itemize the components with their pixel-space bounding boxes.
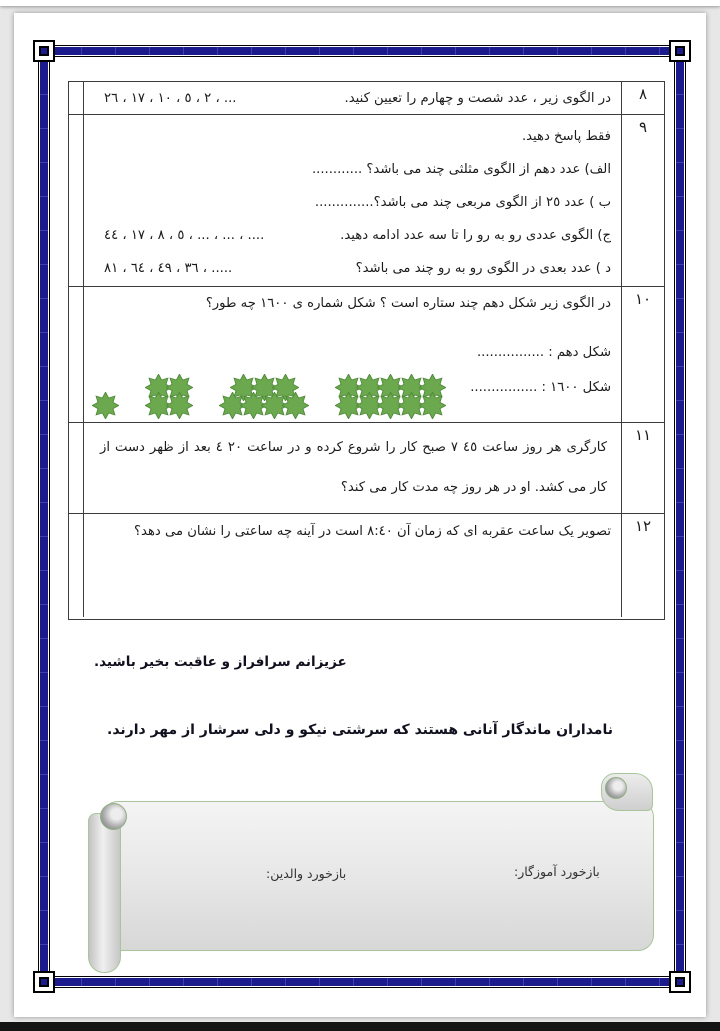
border-corner-knot [669, 40, 691, 62]
table-row-question-12 [69, 514, 664, 617]
part-d-sequence: ٣٦ ، ٤٩ ، ٦٤ ، ٨١ ، ..... [104, 261, 233, 276]
question-8-content [84, 82, 621, 114]
answer-line-shape-10: شکل دهم : ................ [476, 345, 611, 360]
question-8-number: ٨ [621, 82, 664, 114]
question-8-text: در الگوی زیر ، عدد شصت و چهارم را تعیین کنید. [344, 90, 611, 106]
star-icon [166, 392, 193, 419]
document-page [14, 13, 706, 1017]
teacher-feedback-label: بازخورد آموزگار: [514, 864, 600, 879]
scroll-right-curl-icon [605, 777, 627, 799]
previous-page-edge [0, 0, 720, 6]
quote-message: نامداران ماندگار آنانی هستند که سرشتی نیکو و دلی سرشار از مهر دارند. [107, 722, 613, 738]
answer-line-shape-1600: شکل ١٦٠٠ : ................ [470, 380, 611, 395]
star-figure [219, 374, 309, 419]
scroll-left-roll [88, 813, 121, 973]
part-c-sequence: ٥ ، ٨ ، ١٧ ، ٤٤ ، ... ، ... ، .... [104, 228, 265, 243]
table-row-question-8 [69, 82, 664, 115]
table-row-question-10 [69, 287, 664, 423]
question-10-number: ١٠ [621, 287, 664, 422]
border-corner-knot [33, 971, 55, 993]
star-icon [419, 392, 446, 419]
parents-feedback-label: بازخورد والدین: [266, 866, 347, 881]
part-c-text: ج) الگوی عددی رو به رو را تا سه عدد ادامه دهید. [340, 228, 611, 243]
star-figure [145, 374, 193, 419]
question-12-text: تصویر یک ساعت عقربه ای که زمان آن ٨:٤٠ است در آینه چه ساعتی را نشان می دهد؟ [134, 524, 611, 539]
question-11-text: کارگری هر روز ساعت ٤٥ ٧ صبح کار را شروع کرده و در ساعت ٢٠ ٤ بعد از ظهر دست از کار می کشد. او در هر روز چه مدت کار می کند؟ [100, 440, 607, 495]
border-corner-knot [669, 971, 691, 993]
question-11-number: ١١ [621, 423, 664, 513]
question-12-content [84, 514, 621, 617]
question-9-part-c [94, 219, 611, 252]
blessing-message: عزیزانم سرافراز و عاقبت بخیر باشید. [94, 654, 347, 670]
feedback-scroll-shape [74, 765, 662, 979]
question-8-sequence: ٢ ، ٥ ، ١٠ ، ١٧ ، ٢٦ ، ... [104, 90, 237, 106]
star-icon [282, 392, 309, 419]
border-bar-right [674, 53, 686, 980]
row-spacer-cell [69, 287, 84, 422]
border-bar-left [38, 53, 50, 980]
question-9-part-d [94, 252, 611, 285]
question-11-content [84, 423, 621, 513]
question-9-part-a [94, 153, 611, 186]
question-9-part-b [94, 186, 611, 219]
row-spacer-cell [69, 514, 84, 617]
border-corner-knot [33, 40, 55, 62]
part-d-text: د ) عدد بعدی در الگوی رو به رو چند می باشد؟ [355, 261, 611, 276]
border-bar-top [46, 45, 678, 57]
question-10-text: در الگوی زیر شکل دهم چند ستاره است ؟ شکل شماره ی ١٦٠٠ چه طور؟ [205, 296, 611, 311]
row-spacer-cell [69, 115, 84, 286]
row-spacer-cell [69, 82, 84, 114]
question-9-number: ٩ [621, 115, 664, 286]
table-row-question-9 [69, 115, 664, 287]
taskbar-strip [0, 1022, 720, 1031]
question-10-content [84, 287, 621, 422]
star-icon [92, 392, 119, 419]
part-b-text: ب ) عدد ٢٥ از الگوی مربعی چند می باشد؟.............. [314, 195, 611, 210]
star-figure [335, 374, 446, 419]
question-9-intro-text: فقط پاسخ دهید. [521, 129, 611, 144]
question-9-intro [94, 120, 611, 153]
row-spacer-cell [69, 423, 84, 513]
table-row-question-11 [69, 423, 664, 514]
question-12-number: ١٢ [621, 514, 664, 617]
star-pattern [92, 374, 446, 419]
questions-table [68, 81, 665, 620]
part-a-text: الف) عدد دهم از الگوی مثلثی چند می باشد؟ ............ [311, 162, 611, 177]
scroll-left-curl-icon [100, 803, 127, 830]
question-9-content [84, 115, 621, 286]
star-figure [92, 392, 119, 419]
